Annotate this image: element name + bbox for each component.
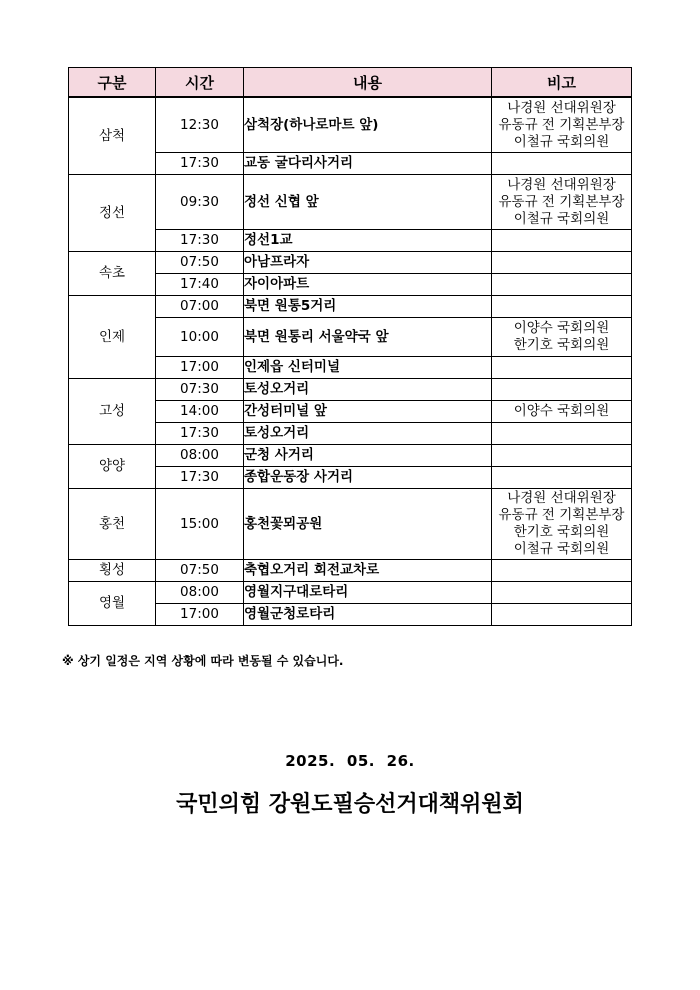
time-cell: 17:00	[156, 604, 244, 626]
time-cell: 08:00	[156, 445, 244, 467]
time-cell: 14:00	[156, 401, 244, 423]
time-cell: 07:50	[156, 560, 244, 582]
place-cell: 아남프라자	[244, 252, 492, 274]
place-cell: 정선 신협 앞	[244, 175, 492, 230]
time-cell: 17:30	[156, 230, 244, 252]
note-line: 이철규 국회의원	[513, 210, 610, 227]
time-cell: 15:00	[156, 489, 244, 560]
table-row	[69, 379, 632, 401]
region-cell: 영월	[69, 582, 156, 626]
header-time: 시간	[156, 68, 244, 98]
time-cell: 10:00	[156, 318, 244, 357]
notice-text: ※ 상기 일정은 지역 상황에 따라 변동될 수 있습니다.	[62, 654, 344, 668]
note-cell	[492, 560, 632, 582]
time-cell: 07:50	[156, 252, 244, 274]
place-cell: 자이아파트	[244, 274, 492, 296]
region-cell: 삼척	[69, 97, 156, 175]
note-cell	[492, 175, 632, 230]
organization-name: 국민의힘 강원도필승선거대책위원회	[176, 792, 524, 817]
place-cell: 북면 원통리 서울약국 앞	[244, 318, 492, 357]
note-line: 이철규 국회의원	[513, 541, 610, 557]
note-cell	[492, 230, 632, 252]
note-cell	[492, 274, 632, 296]
place-cell: 종합운동장 사거리	[244, 467, 492, 489]
note-line: 나경원 선대위원장	[507, 490, 616, 506]
place-cell: 교동 굴다리사거리	[244, 153, 492, 175]
note-cell	[492, 489, 632, 560]
region-cell: 횡성	[69, 560, 156, 582]
time-cell: 17:30	[156, 423, 244, 445]
place-cell: 토성오거리	[244, 423, 492, 445]
table-row	[69, 296, 632, 318]
note-cell	[492, 445, 632, 467]
note-cell	[492, 97, 632, 153]
note-line: 한기호 국회의원	[513, 337, 610, 353]
table-row	[69, 560, 632, 582]
note-line: 유동규 전 기획본부장	[498, 193, 625, 210]
region-cell: 인제	[69, 296, 156, 379]
note-cell	[492, 401, 632, 423]
place-cell: 군청 사거리	[244, 445, 492, 467]
header-region: 구분	[69, 68, 156, 98]
note-cell	[492, 467, 632, 489]
place-cell: 삼척장(하나로마트 앞)	[244, 97, 492, 153]
time-cell: 17:40	[156, 274, 244, 296]
note-cell	[492, 357, 632, 379]
note-line: 이철규 국회의원	[513, 133, 610, 150]
document-date: 2025. 05. 26.	[285, 752, 415, 770]
time-cell: 17:30	[156, 153, 244, 175]
note-cell	[492, 296, 632, 318]
note-cell	[492, 582, 632, 604]
region-cell: 정선	[69, 175, 156, 252]
table-row	[69, 175, 632, 230]
place-cell: 영월군청로타리	[244, 604, 492, 626]
note-line: 유동규 전 기획본부장	[498, 507, 625, 523]
region-cell: 홍천	[69, 489, 156, 560]
time-cell: 07:30	[156, 379, 244, 401]
table-row	[69, 97, 632, 153]
note-cell	[492, 252, 632, 274]
place-cell: 간성터미널 앞	[244, 401, 492, 423]
table-row	[69, 252, 632, 274]
place-cell: 축협오거리 회전교차로	[244, 560, 492, 582]
place-cell: 토성오거리	[244, 379, 492, 401]
note-line: 한기호 국회의원	[513, 524, 610, 540]
note-cell	[492, 604, 632, 626]
header-note: 비고	[492, 68, 632, 98]
note-cell	[492, 318, 632, 357]
time-cell: 07:00	[156, 296, 244, 318]
time-cell: 17:30	[156, 467, 244, 489]
time-cell: 09:30	[156, 175, 244, 230]
note-line: 나경원 선대위원장	[507, 99, 616, 116]
note-cell	[492, 379, 632, 401]
note-cell	[492, 423, 632, 445]
region-cell: 양양	[69, 445, 156, 489]
time-cell: 12:30	[156, 97, 244, 153]
table-row	[69, 582, 632, 604]
region-cell: 속초	[69, 252, 156, 296]
place-cell: 북면 원통5거리	[244, 296, 492, 318]
note-line: 유동규 전 기획본부장	[498, 116, 625, 133]
schedule-body	[69, 97, 632, 626]
table-header-row	[69, 68, 632, 98]
schedule-table	[68, 67, 632, 626]
note-cell	[492, 153, 632, 175]
place-cell: 영월지구대로타리	[244, 582, 492, 604]
place-cell: 정선1교	[244, 230, 492, 252]
place-cell: 홍천꽃뫼공원	[244, 489, 492, 560]
time-cell: 17:00	[156, 357, 244, 379]
time-cell: 08:00	[156, 582, 244, 604]
note-line: 이양수 국회의원	[513, 403, 610, 419]
region-cell: 고성	[69, 379, 156, 445]
header-content: 내용	[244, 68, 492, 98]
note-line: 이양수 국회의원	[513, 320, 610, 336]
note-line: 나경원 선대위원장	[507, 176, 616, 193]
table-row	[69, 445, 632, 467]
place-cell: 인제읍 신터미널	[244, 357, 492, 379]
table-row	[69, 489, 632, 560]
